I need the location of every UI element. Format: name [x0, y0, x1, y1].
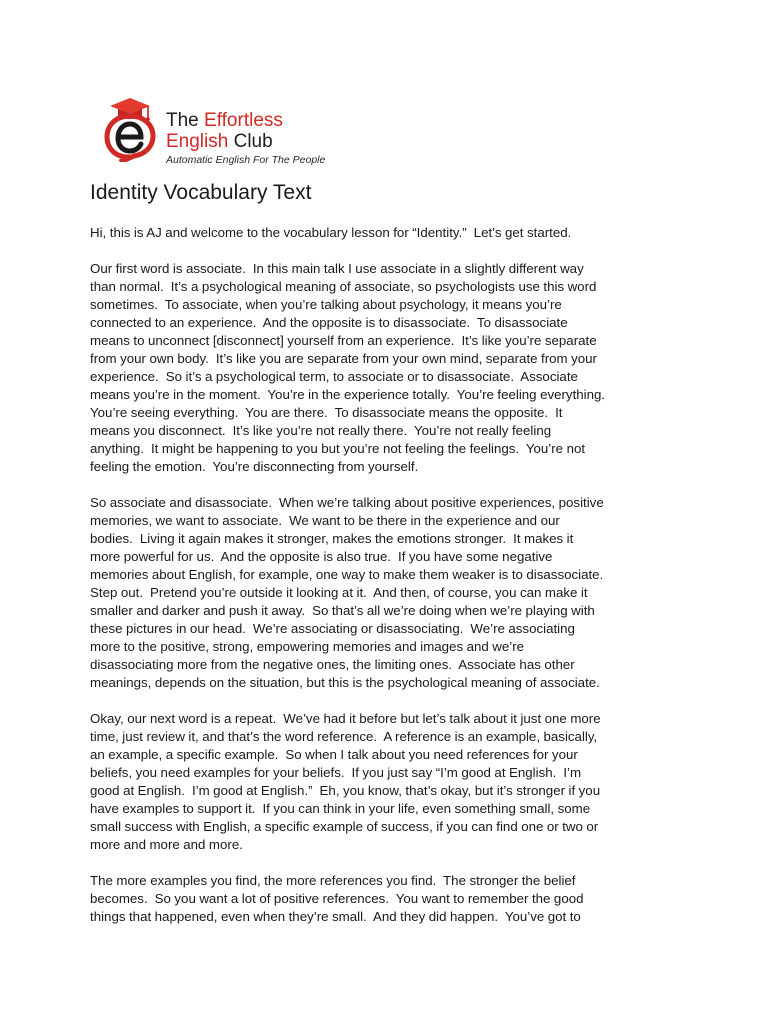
paragraph	[90, 494, 690, 692]
text-line: The more examples you find, the more references you find. The stronger the belief	[90, 873, 576, 888]
document-body	[90, 224, 690, 944]
text-line: memories, we want to associate. We want to be there in the experience and our	[90, 513, 560, 528]
text-line: more to the positive, strong, empowering memories and images and we’re	[90, 639, 525, 654]
text-line: have examples to support it. If you can think in your life, even something small, some	[90, 801, 591, 816]
logo-word-effortless: Effortless	[204, 110, 283, 131]
text-line: experience. So it’s a psychological term, to associate or to disassociate. Associate	[90, 369, 578, 384]
text-line: connected to an experience. And the opposite is to disassociate. To disassociate	[90, 315, 568, 330]
logo-tagline: Automatic English For The People	[166, 154, 326, 166]
text-line: means you disconnect. It’s like you’re not really there. You’re not really feeling	[90, 423, 552, 438]
logo-line-2	[166, 131, 366, 152]
effortless-english-club-logo	[104, 96, 354, 172]
text-line: things that happened, even when they’re small. And they did happen. You’ve got to	[90, 909, 581, 924]
text-line: means you’re in the moment. You’re in the experience totally. You’re feeling everything.	[90, 387, 606, 402]
text-line: memories about English, for example, one way to make them weaker is to disassociate.	[90, 567, 604, 582]
text-line: an example, a specific example. So when I talk about you need references for your	[90, 747, 578, 762]
logo-word-club: Club	[233, 131, 273, 152]
text-line: meanings, depends on the situation, but this is the psychological meaning of associate.	[90, 675, 600, 690]
paragraph	[90, 872, 690, 926]
text-line: beliefs, you need examples for your beliefs. If you just say “I’m good at English. I’m	[90, 765, 582, 780]
text-line: feeling the emotion. You’re disconnecting from yourself.	[90, 459, 419, 474]
document-title: Identity Vocabulary Text	[90, 181, 312, 204]
text-line: than normal. It’s a psychological meaning of associate, so psychologists use this word	[90, 279, 597, 294]
graduation-cap-e-icon	[104, 96, 166, 162]
text-line: You’re seeing everything. You are there. To disassociate means the opposite. It	[90, 405, 563, 420]
text-line: So associate and disassociate. When we’re talking about positive experiences, positive	[90, 495, 604, 510]
text-line: Step out. Pretend you’re outside it looking at it. And then, of course, you can make it	[90, 585, 588, 600]
text-line: Our first word is associate. In this main talk I use associate in a slightly different way	[90, 261, 584, 276]
text-line: Hi, this is AJ and welcome to the vocabulary lesson for “Identity.” Let’s get started.	[90, 225, 572, 240]
text-line: sometimes. To associate, when you’re talking about psychology, it means you’re	[90, 297, 562, 312]
text-line: small success with English, a specific example of success, if you can find one or two or	[90, 819, 599, 834]
text-line: more and more and more.	[90, 837, 243, 852]
text-line: more powerful for us. And the opposite is also true. If you have some negative	[90, 549, 553, 564]
text-line: smaller and darker and push it away. So that’s all we’re doing when we’re playing with	[90, 603, 595, 618]
paragraph	[90, 710, 690, 854]
text-line: bodies. Living it again makes it stronger, makes the emotions stronger. It makes it	[90, 531, 574, 546]
text-line: good at English. I’m good at English.” Eh, you know, that’s okay, but it’s stronger if you	[90, 783, 601, 798]
text-line: time, just review it, and that’s the word reference. A reference is an example, basically,	[90, 729, 598, 744]
text-line: these pictures in our head. We’re associating or disassociating. We’re associating	[90, 621, 575, 636]
text-line: disassociating more from the negative ones, the limiting ones. Associate has other	[90, 657, 575, 672]
text-line: becomes. So you want a lot of positive references. You want to remember the good	[90, 891, 584, 906]
text-line: Okay, our next word is a repeat. We’ve had it before but let’s talk about it just one more	[90, 711, 601, 726]
logo-line-1	[166, 110, 366, 131]
text-line: means to unconnect [disconnect] yourself from an experience. It’s like you’re separate	[90, 333, 597, 348]
paragraph	[90, 260, 690, 476]
logo-wordmark	[166, 110, 366, 167]
text-line: from your own body. It’s like you are separate from your own mind, separate from your	[90, 351, 597, 366]
paragraph	[90, 224, 690, 242]
logo-word-english: English	[166, 131, 234, 152]
text-line: anything. It might be happening to you but you’re not feeling the feelings. You’re not	[90, 441, 586, 456]
logo-word-the: The	[166, 110, 205, 131]
